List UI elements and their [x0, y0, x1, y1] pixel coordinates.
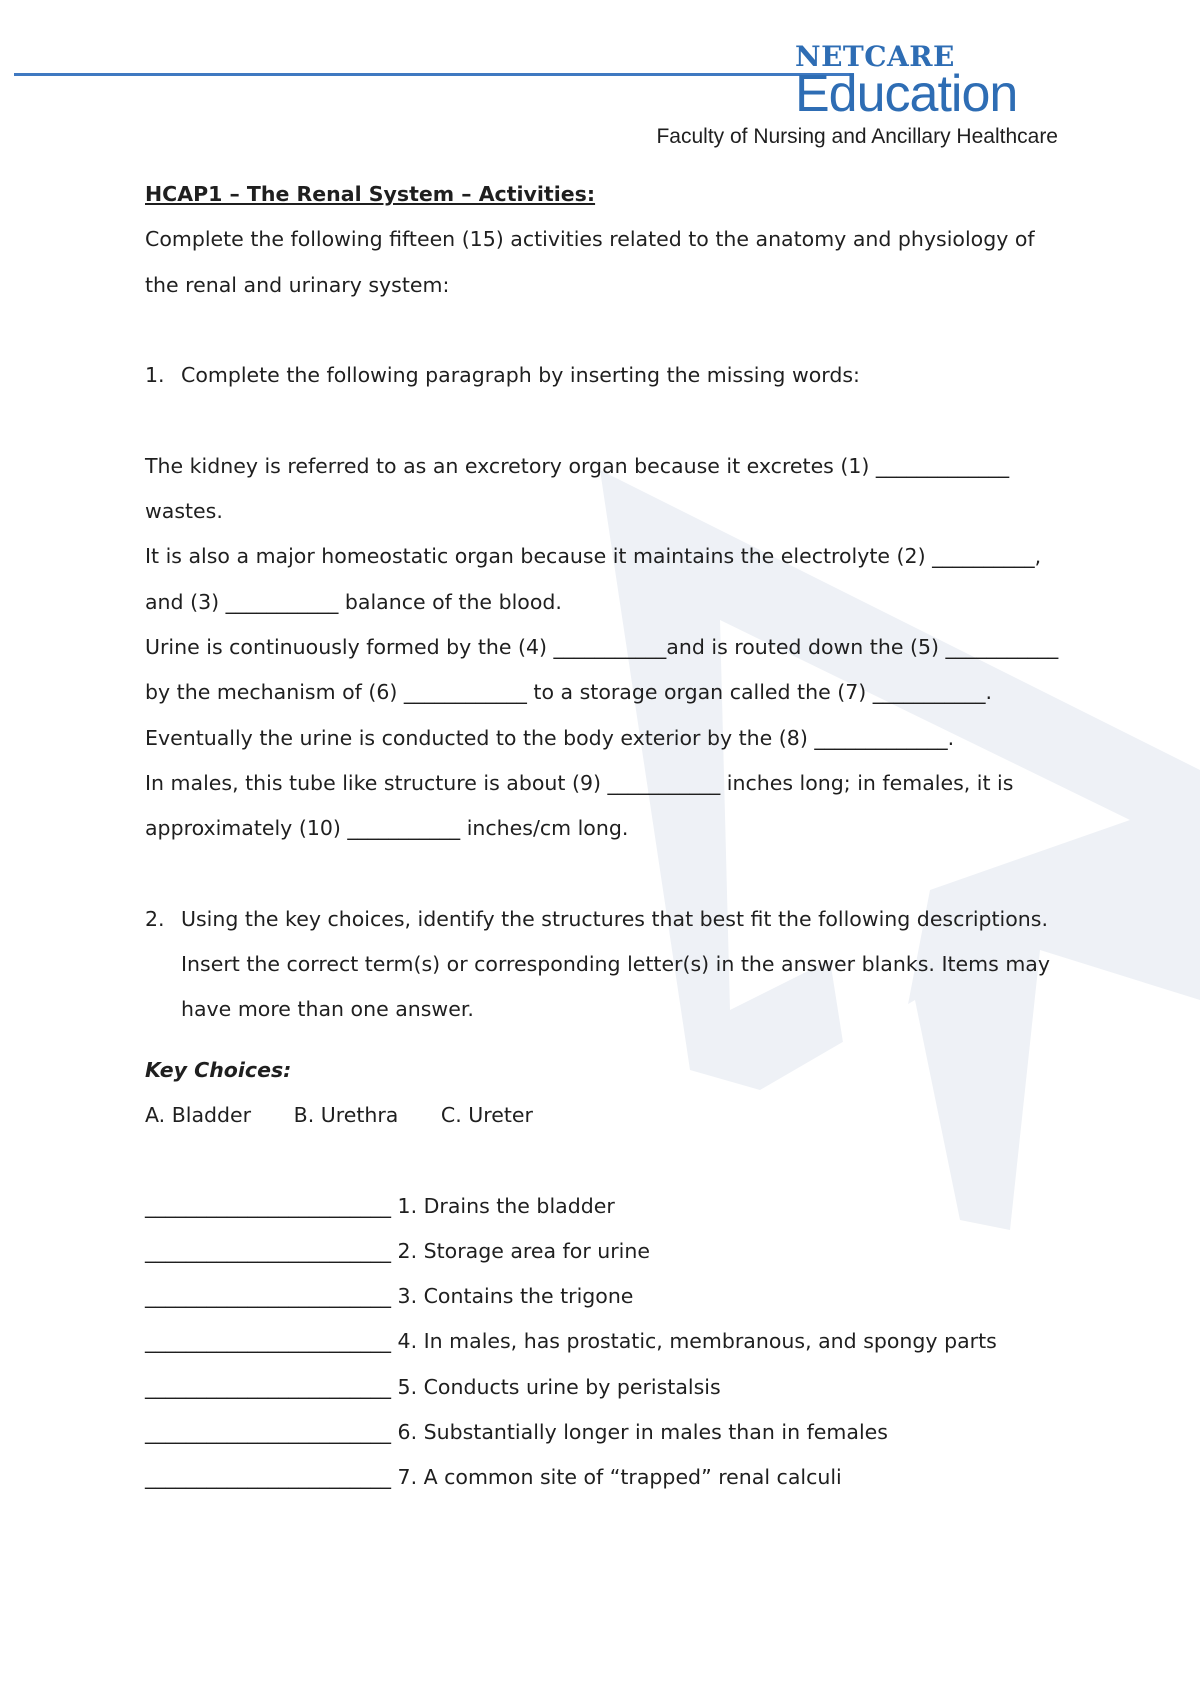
answer-blank[interactable]: ________________________: [145, 1329, 391, 1354]
q2-item-text: 6. Substantially longer in males than in females: [397, 1420, 888, 1445]
key-choice: C. Ureter: [440, 1102, 533, 1127]
q2-item-text: 1. Drains the bladder: [397, 1193, 615, 1218]
q2-item-text: 3. Contains the trigone: [397, 1284, 634, 1309]
q2-item: [145, 1319, 1065, 1364]
answer-blank[interactable]: ________________________: [145, 1193, 391, 1218]
q1-paragraph-line: In males, this tube like structure is about (9) ___________ inches long; in females, it is approximately (10) ___________ inches/cm long.: [145, 770, 1014, 841]
q1-paragraph-line: Urine is continuously formed by the (4) ___________and is routed down the (5) ___________ by the mechanism of (6) ____________ to a storage organ called the (7) ___________.: [145, 634, 1059, 705]
q2-item: [145, 1455, 1065, 1500]
question-2-text: Using the key choices, identify the structures that best fit the following descriptions. Insert the correct term(s) or corresponding letter(s) in the answer blanks. Items may have more than one answer.: [181, 906, 1050, 1022]
brand-name-netcare: NETCARE: [795, 40, 955, 73]
q2-item-text: 5. Conducts urine by peristalsis: [397, 1374, 721, 1399]
answer-blank[interactable]: ________________________: [145, 1465, 391, 1490]
q1-paragraph-line: It is also a major homeostatic organ because it maintains the electrolyte (2) __________, and (3) ___________ balance of the blood.: [145, 544, 1042, 614]
key-choice: B. Urethra: [293, 1102, 399, 1127]
header-rule: [14, 73, 854, 76]
q2-item-text: 4. In males, has prostatic, membranous, and spongy parts: [397, 1329, 997, 1354]
key-choice: A. Bladder: [145, 1102, 252, 1127]
q2-item: [145, 1274, 1065, 1319]
answer-blank[interactable]: ________________________: [145, 1284, 391, 1309]
brand-name-education: Education: [795, 65, 1018, 123]
answer-blank[interactable]: ________________________: [145, 1374, 391, 1399]
answer-blank[interactable]: ________________________: [145, 1420, 391, 1445]
question-1-prompt: [145, 353, 1065, 398]
page-title: HCAP1 – The Renal System – Activities:: [145, 182, 596, 206]
q1-paragraph-line: The kidney is referred to as an excretory organ because it excretes (1) _____________ wastes.: [145, 453, 1010, 524]
answer-blank[interactable]: ________________________: [145, 1238, 391, 1263]
q2-item: [145, 1410, 1065, 1455]
key-choices-title: Key Choices:: [145, 1057, 292, 1082]
question-2-prompt: [145, 897, 1065, 1033]
q2-item: [145, 1229, 1065, 1274]
q2-item: [145, 1184, 1065, 1229]
document-body: [145, 172, 1065, 1501]
question-2-number: 2.: [145, 906, 165, 931]
q2-item: [145, 1365, 1065, 1410]
question-1-number: 1.: [145, 363, 165, 388]
intro-text: Complete the following fifteen (15) activities related to the anatomy and physiology of the renal and urinary system:: [145, 227, 1035, 297]
faculty-name: Faculty of Nursing and Ancillary Healthcare: [656, 125, 1058, 148]
q2-item-text: 7. A common site of “trapped” renal calculi: [397, 1465, 842, 1490]
question-1-text: Complete the following paragraph by inserting the missing words:: [181, 363, 860, 388]
q1-paragraph-line: Eventually the urine is conducted to the body exterior by the (8) _____________.: [145, 725, 955, 750]
key-choices-list: [145, 1093, 1065, 1138]
q2-item-text: 2. Storage area for urine: [397, 1238, 650, 1263]
